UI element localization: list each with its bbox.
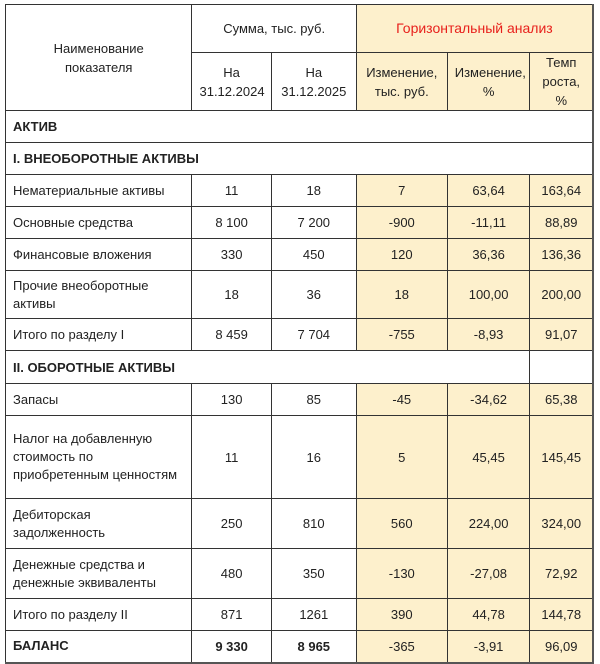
growth-rate: 65,38	[530, 384, 593, 416]
value-2025: 350	[271, 549, 356, 599]
change-abs: -365	[356, 631, 447, 663]
section-row	[6, 143, 594, 175]
row-name: Итого по разделу II	[6, 599, 192, 631]
change-abs: 390	[356, 599, 447, 631]
header-change-abs: Изменение, тыс. руб.	[356, 53, 447, 111]
change-pct: -11,11	[447, 207, 530, 239]
value-2025: 85	[271, 384, 356, 416]
value-2024: 9 330	[192, 631, 271, 663]
value-2025: 16	[271, 416, 356, 499]
header-sum-group: Сумма, тыс. руб.	[192, 5, 356, 53]
value-2024: 18	[192, 271, 271, 319]
row-name: Основные средства	[6, 207, 192, 239]
change-abs: 560	[356, 499, 447, 549]
row-name: Запасы	[6, 384, 192, 416]
value-2025: 7 200	[271, 207, 356, 239]
subtotal-row	[6, 599, 594, 631]
header-2025: На 31.12.2025	[271, 53, 356, 111]
section-row	[6, 351, 594, 384]
change-pct: 224,00	[447, 499, 530, 549]
change-pct: 45,45	[447, 416, 530, 499]
change-pct: -34,62	[447, 384, 530, 416]
row-name: Итого по разделу I	[6, 319, 192, 351]
growth-rate: 88,89	[530, 207, 593, 239]
table-row	[6, 271, 594, 319]
value-2024: 11	[192, 416, 271, 499]
header-horizontal-analysis: Горизонтальный анализ	[356, 5, 593, 53]
growth-rate: 163,64	[530, 175, 593, 207]
row-name: Прочие внеоборотные активы	[6, 271, 192, 319]
change-pct: 36,36	[447, 239, 530, 271]
table-row	[6, 549, 594, 599]
table-row	[6, 239, 594, 271]
growth-rate: 324,00	[530, 499, 593, 549]
value-2024: 130	[192, 384, 271, 416]
change-abs: 120	[356, 239, 447, 271]
change-pct: 100,00	[447, 271, 530, 319]
header-2024: На 31.12.2024	[192, 53, 271, 111]
section-current: II. ОБОРОТНЫЕ АКТИВЫ	[6, 351, 530, 384]
change-abs: -755	[356, 319, 447, 351]
change-abs: 7	[356, 175, 447, 207]
growth-rate: 72,92	[530, 549, 593, 599]
table-row	[6, 207, 594, 239]
value-2024: 250	[192, 499, 271, 549]
value-2025: 36	[271, 271, 356, 319]
balance-row	[6, 631, 594, 663]
section-asset: АКТИВ	[6, 111, 594, 143]
value-2024: 8 100	[192, 207, 271, 239]
change-abs: 18	[356, 271, 447, 319]
section-row	[6, 111, 594, 143]
row-name: Нематериальные активы	[6, 175, 192, 207]
value-2025: 8 965	[271, 631, 356, 663]
change-pct: -8,93	[447, 319, 530, 351]
row-name: Денежные средства и денежные эквиваленты	[6, 549, 192, 599]
growth-rate: 200,00	[530, 271, 593, 319]
value-2025: 7 704	[271, 319, 356, 351]
header-change-pct: Изменение, %	[447, 53, 530, 111]
header-row-1	[6, 5, 594, 53]
change-abs: -45	[356, 384, 447, 416]
change-abs: -900	[356, 207, 447, 239]
change-pct: 63,64	[447, 175, 530, 207]
growth-rate: 144,78	[530, 599, 593, 631]
growth-rate: 91,07	[530, 319, 593, 351]
growth-rate: 145,45	[530, 416, 593, 499]
header-growth: Темп роста, %	[530, 53, 593, 111]
table-row	[6, 499, 594, 549]
value-2025: 810	[271, 499, 356, 549]
horizontal-analysis-table	[5, 4, 594, 664]
change-abs: 5	[356, 416, 447, 499]
value-2025: 450	[271, 239, 356, 271]
row-name: Финансовые вложения	[6, 239, 192, 271]
table-row	[6, 416, 594, 499]
change-abs: -130	[356, 549, 447, 599]
table-row	[6, 384, 594, 416]
row-name: Дебиторская задолженность	[6, 499, 192, 549]
value-2024: 8 459	[192, 319, 271, 351]
header-name-col: Наименование показателя	[6, 5, 192, 111]
value-2024: 871	[192, 599, 271, 631]
growth-rate: 136,36	[530, 239, 593, 271]
value-2024: 11	[192, 175, 271, 207]
row-name: Налог на добавленную стоимость по приобретенным ценностям	[6, 416, 192, 499]
value-2025: 18	[271, 175, 356, 207]
row-name: БАЛАНС	[6, 631, 192, 663]
table-row	[6, 175, 594, 207]
section-noncurrent: I. ВНЕОБОРОТНЫЕ АКТИВЫ	[6, 143, 594, 175]
change-pct: -3,91	[447, 631, 530, 663]
value-2024: 480	[192, 549, 271, 599]
value-2025: 1261	[271, 599, 356, 631]
change-pct: -27,08	[447, 549, 530, 599]
subtotal-row	[6, 319, 594, 351]
change-pct: 44,78	[447, 599, 530, 631]
empty-cell	[530, 351, 593, 384]
growth-rate: 96,09	[530, 631, 593, 663]
value-2024: 330	[192, 239, 271, 271]
